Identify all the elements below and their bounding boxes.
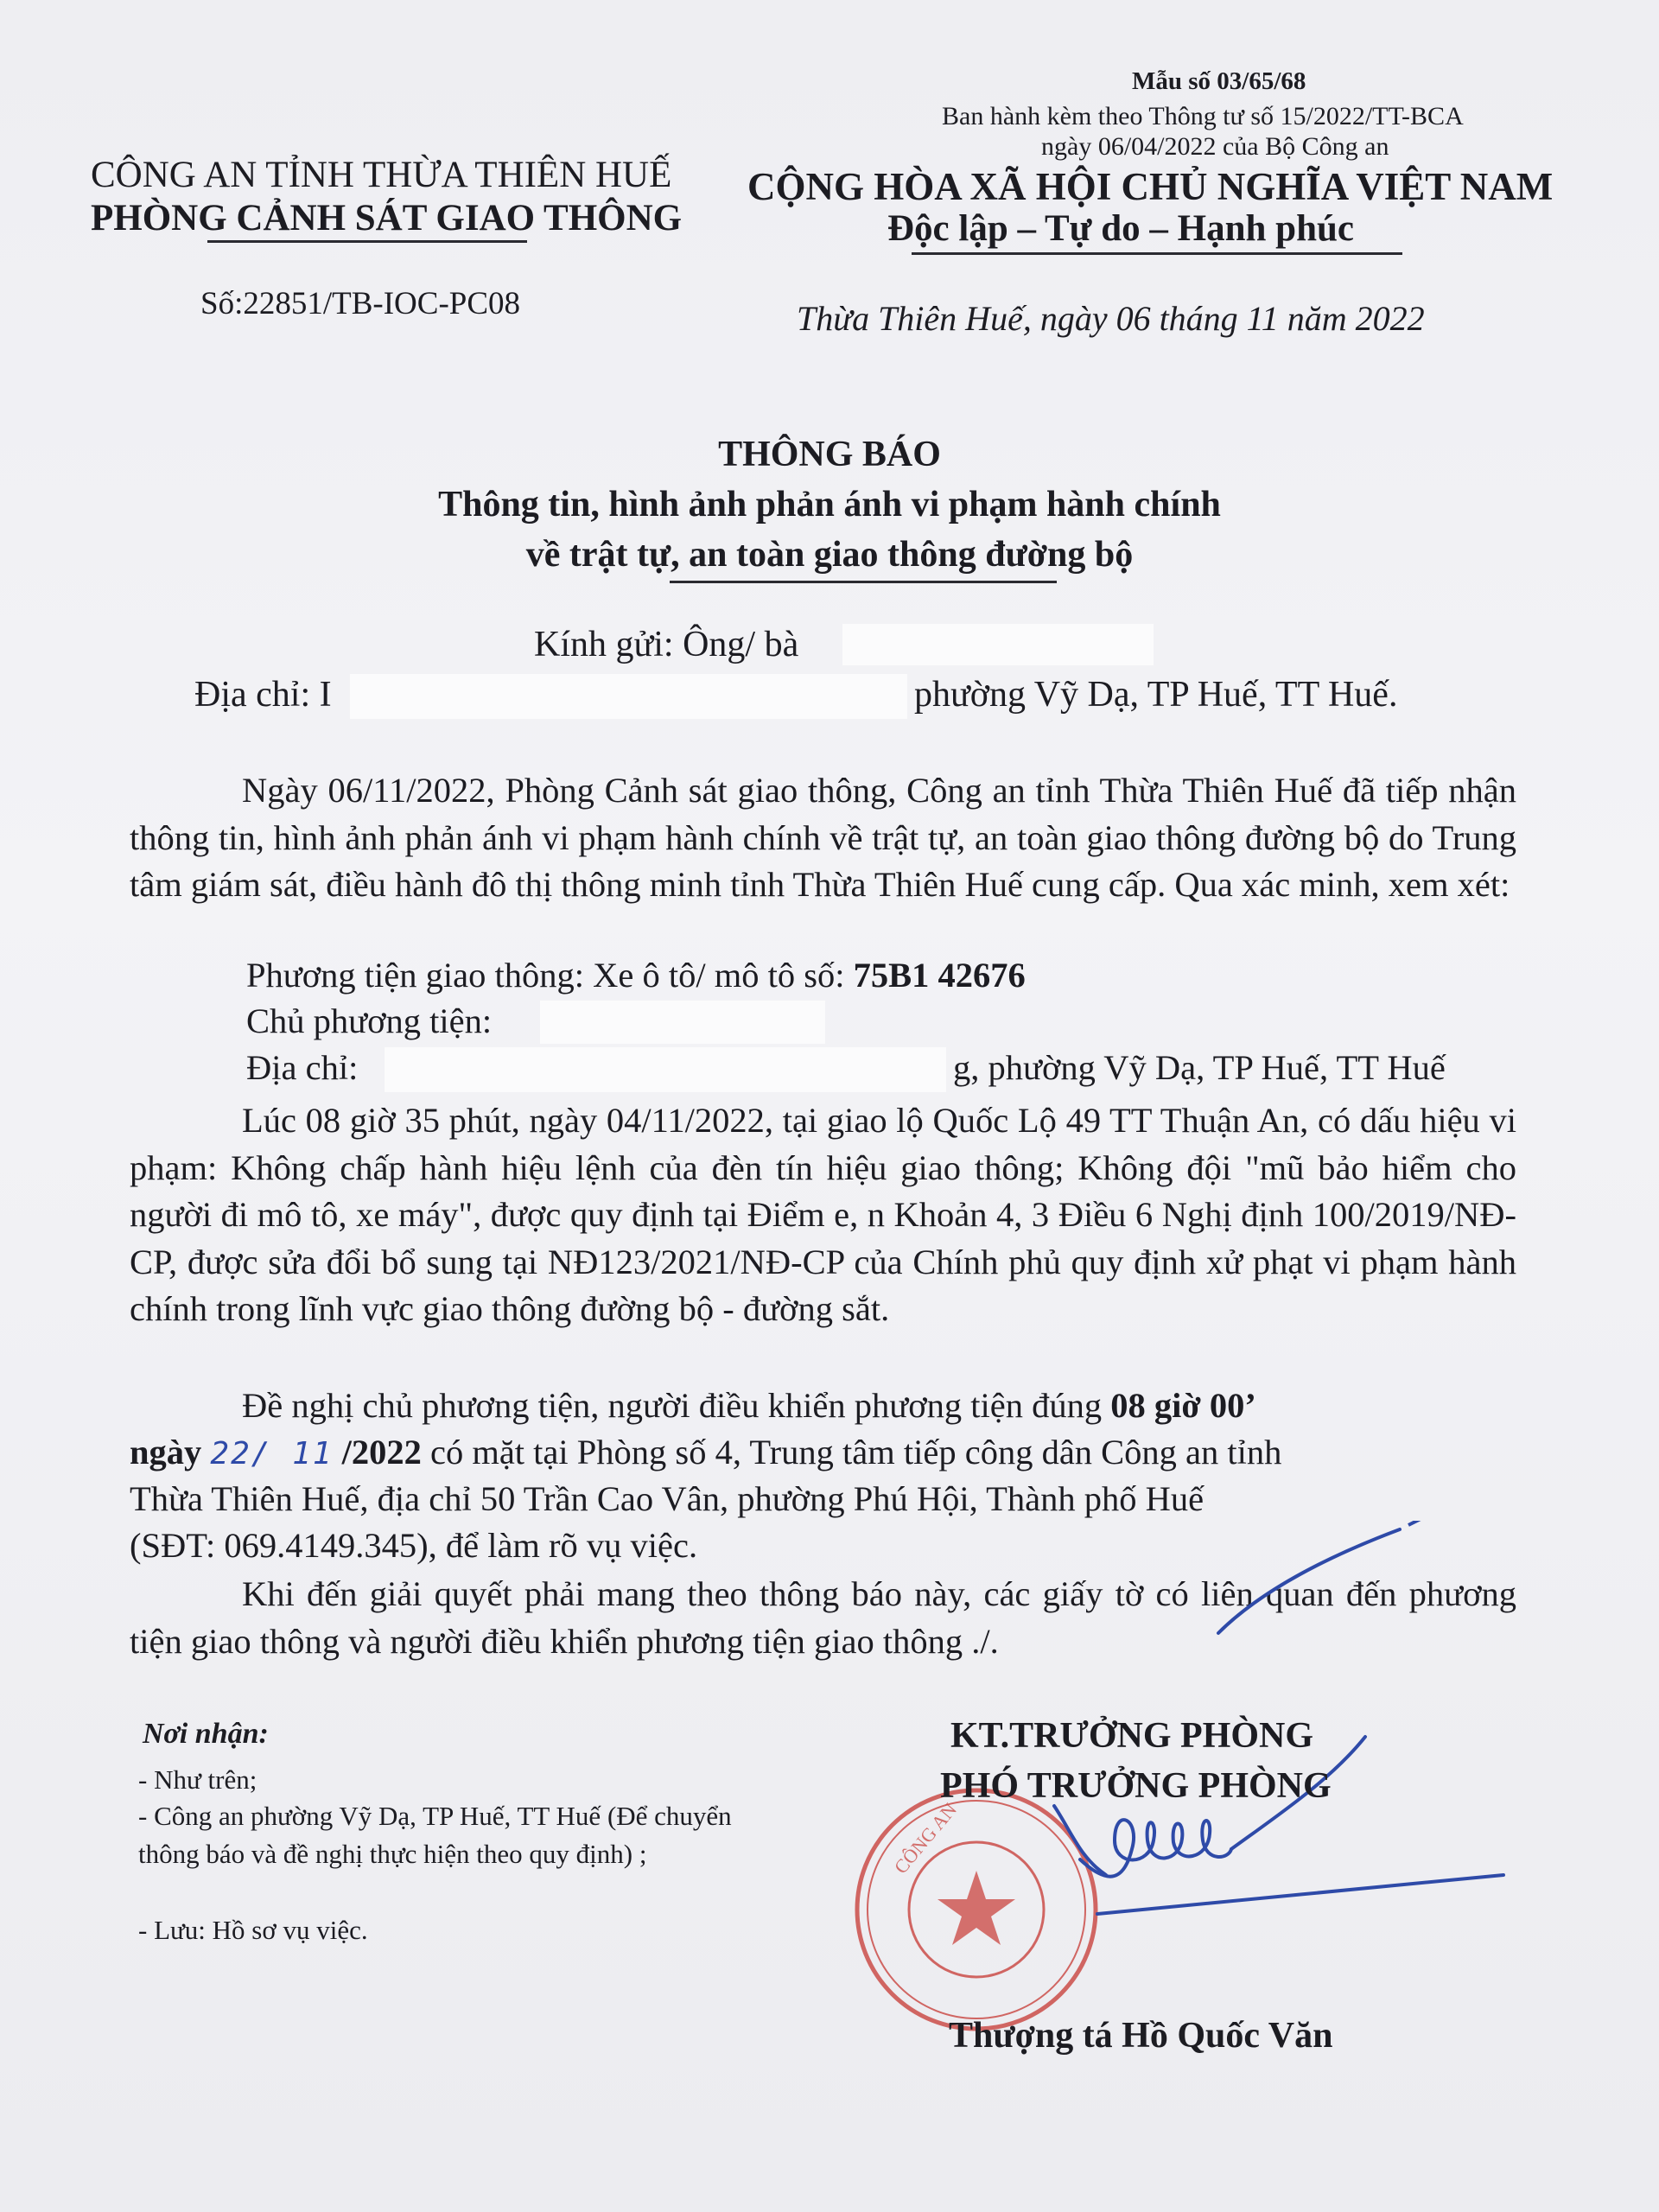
recipient-address-label: Địa chỉ: I — [194, 675, 332, 715]
paragraph-intro: Ngày 06/11/2022, Phòng Cảnh sát giao thông, Công an tỉnh Thừa Thiên Huế đã tiếp nhận thông tin, hình ảnh phản ánh vi phạm hành chính về trật tự, an toàn giao thông đường bộ do Trung tâm giám sát, điều hành đô thị thông minh tỉnh Thừa Thiên Huế cung cấp. Qua xác minh, xem xét: — [130, 771, 1516, 904]
signer-role: KT.TRƯỞNG PHÒNG — [950, 1716, 1313, 1756]
paragraph-violation: Lúc 08 giờ 35 phút, ngày 04/11/2022, tại giao lộ Quốc Lộ 49 TT Thuận An, có dấu hiệu vi phạm: Không chấp hành hiệu lệnh của đèn tín hiệu giao thông; Không đội "mũ bảo hiểm cho người đi mô tô, xe máy", được quy định tại Điểm e, n Khoản 4, 3 Điều 6 Nghị định 100/2019/NĐ-CP, được sửa đổi bổ sung tại NĐ123/2021/NĐ-CP của Chính phủ quy định xử phạt vi phạm hành chính trong lĩnh vực giao thông đường bộ - đường sắt. — [130, 1101, 1516, 1328]
redacted-name — [842, 624, 1154, 665]
recipient-item: - Như trên; — [138, 1764, 257, 1795]
department-name: PHÒNG CẢNH SÁT GIAO THÔNG — [91, 198, 683, 238]
recipient-greeting: Kính gửi: Ông/ bà — [534, 625, 799, 664]
handwritten-date: 22/ 11 — [210, 1436, 334, 1471]
paragraph-request-line2 — [130, 1429, 1516, 1478]
redacted-owner-address — [385, 1047, 946, 1092]
appointment-year: /2022 — [333, 1433, 422, 1471]
signer-deputy-role: PHÓ TRƯỞNG PHÒNG — [940, 1766, 1332, 1806]
motto-underline — [912, 252, 1402, 255]
owner-address-tail: g, phường Vỹ Dạ, TP Huế, TT Huế — [953, 1048, 1446, 1087]
form-issued-by: Ban hành kèm theo Thông tư số 15/2022/TT-BCA — [942, 102, 1464, 130]
license-plate: 75B1 42676 — [853, 956, 1026, 995]
form-issued-date: ngày 06/04/2022 của Bộ Công an — [1041, 132, 1389, 161]
country-name: CỘNG HÒA XÃ HỘI CHỦ NGHĨA VIỆT NAM — [747, 165, 1554, 208]
agency-name: CÔNG AN TỈNH THỪA THIÊN HUẾ — [91, 155, 672, 195]
document-subtitle-line1: Thông tin, hình ảnh phản ánh vi phạm hành chính — [438, 485, 1221, 524]
vehicle-line — [246, 955, 1026, 995]
paragraph-request-line4: (SĐT: 069.4149.345), để làm rõ vụ việc. — [130, 1526, 698, 1565]
document-title: THÔNG BÁO — [718, 435, 941, 474]
title-underline — [670, 581, 1057, 583]
department-underline — [207, 240, 527, 243]
appointment-day-label: ngày — [130, 1433, 211, 1471]
signer-name: Thượng tá Hồ Quốc Văn — [949, 2016, 1333, 2056]
redacted-owner — [540, 1001, 825, 1044]
appointment-place: có mặt tại Phòng số 4, Trung tâm tiếp công dân Công an tỉnh — [421, 1433, 1282, 1471]
document-subtitle-line2: về trật tự, an toàn giao thông đường bộ — [525, 535, 1134, 575]
national-motto: Độc lập – Tự do – Hạnh phúc — [887, 208, 1354, 249]
request-text: Đề nghị chủ phương tiện, người điều khiển phương tiện đúng — [242, 1386, 1111, 1425]
recipients-title: Nơi nhận: — [143, 1718, 269, 1750]
recipient-item: - Lưu: Hồ sơ vụ việc. — [138, 1915, 368, 1945]
paragraph-request-line1 — [130, 1382, 1516, 1430]
document-number: Số:22851/TB-IOC-PC08 — [200, 286, 521, 321]
vehicle-label: Phương tiện giao thông: Xe ô tô/ mô tô số: — [246, 956, 854, 995]
place-date: Thừa Thiên Huế, ngày 06 tháng 11 năm 2022 — [797, 299, 1425, 338]
paragraph-closing: Khi đến giải quyết phải mang theo thông báo này, các giấy tờ có liên quan đến phương tiện giao thông và người điều khiển phương tiện giao thông ./. — [130, 1574, 1516, 1661]
recipient-item: - Công an phường Vỹ Dạ, TP Huế, TT Huế (Để chuyển thông báo và đề nghị thực hiện theo quy định) ; — [138, 1801, 732, 1869]
redacted-address — [350, 674, 907, 719]
recipient-address-tail: phường Vỹ Dạ, TP Huế, TT Huế. — [914, 675, 1398, 715]
seal-text: CÔNG AN — [889, 1798, 962, 1878]
owner-address-label: Địa chỉ: — [246, 1048, 359, 1087]
owner-label: Chủ phương tiện: — [246, 1001, 493, 1040]
appointment-time: 08 giờ 00’ — [1110, 1386, 1256, 1425]
form-number: Mẫu số 03/65/68 — [1132, 67, 1306, 95]
paragraph-request-line3: Thừa Thiên Huế, địa chỉ 50 Trần Cao Vân, phường Phú Hội, Thành phố Huế — [130, 1479, 1205, 1518]
